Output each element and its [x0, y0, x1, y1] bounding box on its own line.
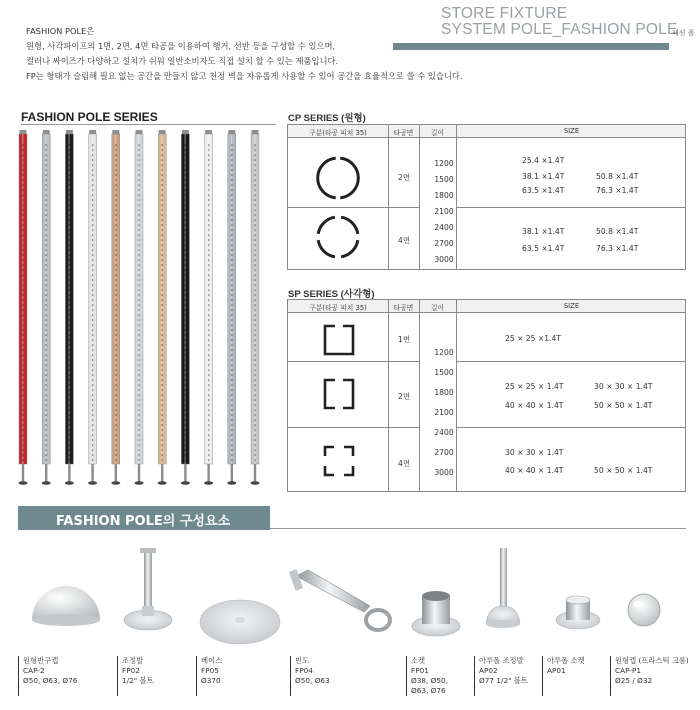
component-caption [196, 656, 222, 696]
cp-face-4: 4면 [398, 236, 411, 245]
bracket-arm-icon [289, 569, 390, 630]
component-name: 소켓 [411, 656, 426, 665]
sp-series-table [287, 299, 686, 492]
cp-size: 38.1 ×1.4T [522, 227, 565, 236]
cp-size: 25.4 ×1.4T [522, 156, 565, 165]
component-caption [610, 656, 689, 696]
intro-text [26, 24, 463, 84]
component-spec: Ø50, Ø63 [295, 676, 330, 685]
component-name: 원형반구캡 [23, 656, 59, 665]
cp-size: 76.3 ×1.4T [596, 186, 639, 195]
sp-series-title: SP SERIES (사각형) [288, 289, 375, 300]
sp-lengths [434, 343, 456, 483]
cp-face-2: 2면 [398, 173, 411, 182]
sp-size: 30 × 30 × 1.4T [594, 382, 653, 391]
component-spec: Ø370 [201, 676, 221, 685]
cp-size: 50.8 ×1.4T [596, 227, 639, 236]
round-4face-icon [316, 215, 360, 259]
sp-header-face: 타공면 [393, 304, 414, 312]
length-value: 1500 [434, 175, 454, 184]
length-value: 3000 [434, 255, 454, 264]
cp-size: 63.5 ×1.4T [522, 186, 565, 195]
pole-11 [251, 130, 260, 485]
pole-9 [204, 130, 213, 485]
pole-6 [135, 130, 144, 485]
component-caption [18, 656, 77, 696]
header-subtitle: 패션 폴 [672, 29, 695, 37]
length-value: 2700 [434, 239, 454, 248]
components-title: FASHION POLE의 구성요소 [56, 514, 231, 529]
cp-header-size: SIZE [563, 127, 580, 135]
intro-line: 컬러나 싸이즈가 다양하고 설치가 쉬워 일반소비자도 직접 설치 할 수 있는 제품입니다. [26, 56, 339, 66]
pole-2 [42, 130, 51, 485]
component-name: 원형캡 (프라스틱 크롬) [615, 656, 689, 665]
hemisphere-cap-icon [32, 586, 100, 626]
cp-size: 38.1 ×1.4T [522, 172, 565, 181]
header-title [441, 6, 678, 38]
component-name: 빈도 [295, 656, 310, 665]
series-title: FASHION POLE SERIES [21, 110, 158, 124]
aru-socket-icon [556, 596, 600, 629]
component-caption [542, 656, 585, 696]
sp-face-4: 4면 [398, 459, 411, 468]
components-rule [270, 528, 686, 529]
aru-adjuster-foot-icon [486, 548, 520, 628]
component-code: CAP-2 [23, 666, 45, 675]
intro-line: FP는 형태가 슬림해 필요 없는 공간을 만들지 않고 천정 벽을 자유롭게 사용할 수 있어 공간을 효율적으로 쓸 수 있습니다. [26, 71, 463, 81]
sp-header-size: SIZE [563, 302, 580, 310]
cp-header-length: 길이 [430, 129, 445, 137]
cp-size: 76.3 ×1.4T [596, 244, 639, 253]
pole-4 [88, 130, 97, 485]
component-code: AP02 [479, 666, 498, 675]
cp-size: 63.5 ×1.4T [522, 244, 565, 253]
cp-size: 50.8 ×1.4T [596, 172, 639, 181]
component-illustrations [18, 540, 690, 652]
sp-size: 40 × 40 × 1.4T [505, 466, 564, 475]
sp-size: 40 × 40 × 1.4T [505, 401, 564, 410]
component-name: 베이스 [201, 656, 223, 665]
length-value: 2400 [434, 223, 454, 232]
component-code: FP04 [295, 666, 313, 675]
length-value: 3000 [434, 468, 454, 477]
component-name: 아루폴 소켓 [547, 656, 585, 665]
series-title-rule [21, 124, 276, 125]
square-1face-icon [323, 324, 355, 356]
component-code: CAP-P1 [615, 666, 642, 675]
component-spec: Ø38, Ø50, [411, 676, 449, 685]
component-spec: Ø77 1/2" 볼트 [479, 676, 528, 685]
sp-face-2: 2면 [398, 392, 411, 401]
cp-lengths [434, 156, 456, 268]
component-spec: Ø25 / Ø32 [615, 676, 653, 685]
component-code: FP05 [201, 666, 219, 675]
cp-header-face: 타공면 [393, 129, 414, 137]
component-name: 아루폴 조정발 [479, 656, 524, 665]
component-name: 조정발 [122, 656, 144, 665]
component-caption [474, 656, 528, 696]
pole-lineup [14, 130, 279, 490]
chrome-cap-icon [628, 594, 660, 626]
sp-face-1: 1면 [398, 335, 411, 344]
length-value: 1200 [434, 159, 454, 168]
pole-5 [111, 130, 120, 485]
component-code: FP02 [122, 666, 140, 675]
base-disc-icon [200, 600, 280, 644]
cp-header-type: 구분(타공 피치 35) [309, 129, 367, 137]
sp-size: 50 × 50 × 1.4T [594, 401, 653, 410]
pole-1 [19, 130, 28, 485]
round-2face-icon [316, 156, 360, 200]
length-value: 1500 [434, 368, 454, 377]
sp-header-type: 구분(타공 피치 35) [309, 304, 367, 312]
header-title-line1: STORE FIXTURE [441, 5, 568, 22]
component-caption [290, 656, 330, 696]
component-spec: 1/2" 볼트 [122, 676, 154, 685]
length-value: 1800 [434, 191, 454, 200]
component-caption [117, 656, 154, 696]
sp-size: 25 × 25 ×1.4T [505, 334, 562, 343]
intro-line: 원형, 사각파이프의 1면, 2면, 4면 타공을 이용하여 행거, 선반 등을 구성할 수 있으며, [26, 41, 336, 51]
intro-line: FASHION POLE은 [26, 26, 95, 36]
component-code: AP01 [547, 666, 566, 675]
sp-size: 30 × 30 × 1.4T [505, 448, 564, 457]
sp-size: 50 × 50 × 1.4T [594, 466, 653, 475]
length-value: 1800 [434, 388, 454, 397]
sp-size: 25 × 25 × 1.4T [505, 382, 564, 391]
socket-icon [412, 591, 460, 636]
component-caption [406, 656, 448, 696]
header-title-line2: SYSTEM POLE_FASHION POLE [441, 21, 678, 38]
length-value: 1200 [434, 348, 454, 357]
sp-header-length: 길이 [430, 304, 445, 312]
cp-series-table [287, 124, 686, 270]
length-value: 2400 [434, 428, 454, 437]
square-4face-icon [323, 445, 355, 477]
component-spec: Ø50, Ø63, Ø76 [23, 676, 78, 685]
length-value: 2100 [434, 408, 454, 417]
cp-series-title: CP SERIES (원형) [288, 113, 366, 124]
square-2face-icon [323, 378, 355, 410]
pole-8 [181, 130, 190, 485]
pole-3 [65, 130, 74, 485]
component-spec: Ø63, Ø76 [411, 686, 446, 695]
length-value: 2100 [434, 207, 454, 216]
adjuster-foot-icon [124, 548, 172, 630]
component-code: FP01 [411, 666, 429, 675]
length-value: 2700 [434, 448, 454, 457]
pole-10 [227, 130, 236, 485]
pole-7 [158, 130, 167, 485]
